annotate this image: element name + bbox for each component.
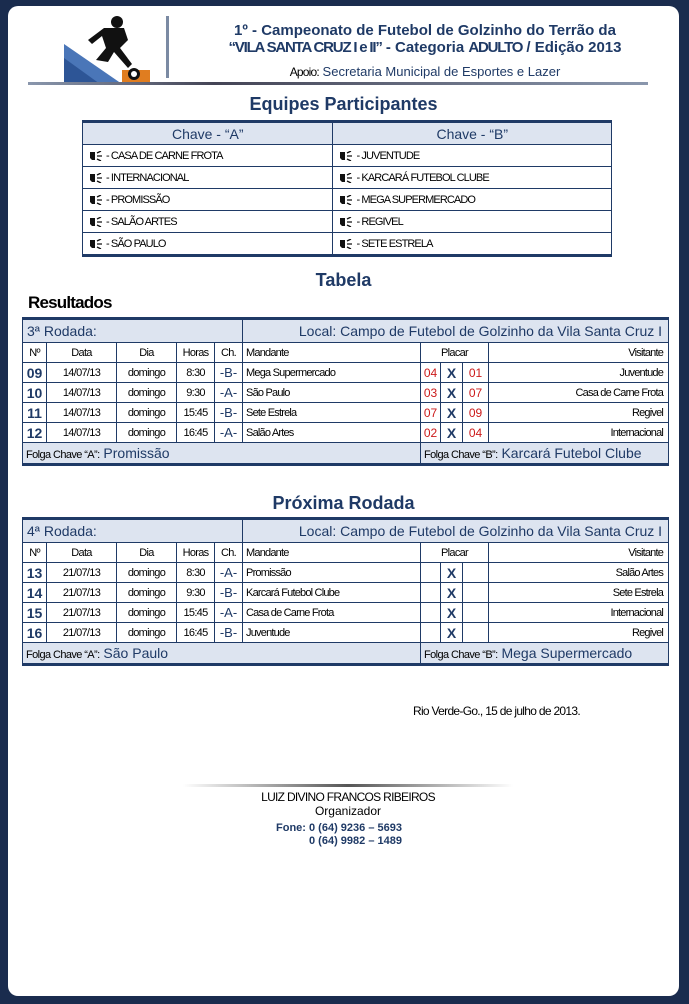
team-row	[83, 145, 612, 167]
col-visitante: Visitante	[489, 343, 669, 363]
team-b-cell	[333, 233, 612, 256]
rodada-4-table	[22, 517, 669, 666]
away-team: Internacional	[489, 603, 669, 623]
col-data: Data	[47, 343, 117, 363]
signer-role: Organizador	[314, 804, 382, 818]
home-team: Sete Estrela	[243, 403, 421, 423]
game-time: 15:45	[177, 403, 215, 423]
folga-row	[23, 643, 669, 665]
game-row	[23, 423, 669, 443]
proxima-heading: Próxima Rodada	[272, 493, 415, 513]
team-a-cell	[83, 189, 333, 211]
rodada-label: 4ª Rodada:	[23, 519, 243, 543]
away-team: Salão Artes	[489, 563, 669, 583]
soccer-player-logo	[62, 14, 152, 86]
away-score	[463, 563, 489, 583]
game-number: 15	[23, 603, 47, 623]
game-number: 11	[23, 403, 47, 423]
col-horas: Horas	[177, 343, 215, 363]
speaker-icon	[89, 195, 103, 205]
col-mandante: Mandante	[243, 343, 421, 363]
team-b-name: - KARCARÁ FUTEBOL CLUBE	[356, 171, 489, 184]
game-chave: -A-	[215, 563, 243, 583]
game-day: domingo	[117, 563, 177, 583]
chave-a-header: Chave - “A”	[83, 122, 333, 145]
team-a-cell	[83, 145, 333, 167]
speaker-icon	[89, 217, 103, 227]
folga-b: Folga Chave “B”: Mega Supermercado	[421, 643, 669, 665]
game-date: 21/07/13	[47, 623, 117, 643]
col-n: Nº	[23, 543, 47, 563]
game-day: domingo	[117, 583, 177, 603]
speaker-icon	[339, 239, 353, 249]
folga-a: Folga Chave “A”: Promissão	[23, 443, 421, 465]
game-row	[23, 383, 669, 403]
team-a-name: - PROMISSÃO	[106, 193, 170, 206]
team-row	[83, 211, 612, 233]
game-number: 14	[23, 583, 47, 603]
speaker-icon	[339, 151, 353, 161]
away-team: Internacional	[489, 423, 669, 443]
team-b-name: - REGIVEL	[356, 215, 403, 228]
away-score: 01	[463, 363, 489, 383]
game-date: 14/07/13	[47, 423, 117, 443]
home-score	[421, 623, 441, 643]
folga-b: Folga Chave “B”: Karcará Futebol Clube	[421, 443, 669, 465]
game-row	[23, 403, 669, 423]
game-row	[23, 363, 669, 383]
team-b-cell	[333, 167, 612, 189]
apoio-line: Apoio: Secretaria Municipal de Esportes e Lazer	[289, 64, 561, 79]
col-placar: Placar	[421, 543, 489, 563]
home-team: Salão Artes	[243, 423, 421, 443]
column-header-row	[23, 543, 669, 563]
col-dia: Dia	[117, 543, 177, 563]
game-time: 9:30	[177, 583, 215, 603]
phone-1: Fone: 0 (64) 9236 – 5693	[276, 822, 402, 834]
home-team: Casa de Carne Frota	[243, 603, 421, 623]
home-score: 07	[421, 403, 441, 423]
game-number: 13	[23, 563, 47, 583]
away-score	[463, 623, 489, 643]
col-n: Nº	[23, 343, 47, 363]
team-a-cell	[83, 211, 333, 233]
game-chave: -A-	[215, 603, 243, 623]
game-time: 16:45	[177, 423, 215, 443]
team-a-name: - SALÃO ARTES	[106, 215, 177, 228]
signature-block	[183, 790, 513, 818]
game-date: 14/07/13	[47, 363, 117, 383]
game-time: 15:45	[177, 603, 215, 623]
teams-table	[82, 120, 612, 257]
away-score: 09	[463, 403, 489, 423]
team-b-name: - SETE ESTRELA	[356, 237, 433, 250]
team-row	[83, 189, 612, 211]
teams-heading: Equipes Participantes	[249, 94, 438, 114]
folga-row	[23, 443, 669, 465]
away-score	[463, 583, 489, 603]
rodada-label: 3ª Rodada:	[23, 319, 243, 343]
speaker-icon	[339, 173, 353, 183]
game-chave: -A-	[215, 423, 243, 443]
phone-2: 0 (64) 9982 – 1489	[309, 835, 402, 847]
col-data: Data	[47, 543, 117, 563]
tabela-heading: Tabela	[315, 270, 372, 290]
game-date: 21/07/13	[47, 583, 117, 603]
signer-name: LUIZ DIVINO FRANCOS RIBEIROS	[261, 790, 435, 804]
col-ch: Ch.	[215, 543, 243, 563]
game-number: 10	[23, 383, 47, 403]
col-visitante: Visitante	[489, 543, 669, 563]
home-score: 02	[421, 423, 441, 443]
team-a-cell	[83, 233, 333, 256]
away-team: Regivel	[489, 403, 669, 423]
header-divider	[166, 16, 169, 78]
home-team: Mega Supermercado	[243, 363, 421, 383]
speaker-icon	[339, 195, 353, 205]
team-a-name: - CASA DE CARNE FROTA	[106, 149, 223, 162]
versus-x: X	[441, 403, 463, 423]
team-row	[83, 167, 612, 189]
game-number: 09	[23, 363, 47, 383]
title-line-2: “VILA SANTA CRUZ I e II” - Categoria ADULTO / Edição 2013	[228, 39, 622, 56]
game-number: 16	[23, 623, 47, 643]
team-b-name: - MEGA SUPERMERCADO	[356, 193, 476, 206]
rodada-local: Local: Campo de Futebol de Golzinho da Vila Santa Cruz I	[243, 519, 669, 543]
versus-x: X	[441, 383, 463, 403]
game-day: domingo	[117, 403, 177, 423]
versus-x: X	[441, 363, 463, 383]
versus-x: X	[441, 583, 463, 603]
game-day: domingo	[117, 363, 177, 383]
team-b-cell	[333, 211, 612, 233]
game-day: domingo	[117, 423, 177, 443]
folga-a: Folga Chave “A”: São Paulo	[23, 643, 421, 665]
team-b-cell	[333, 189, 612, 211]
versus-x: X	[441, 423, 463, 443]
rodada-header	[23, 319, 669, 343]
col-placar: Placar	[421, 343, 489, 363]
game-date: 21/07/13	[47, 603, 117, 623]
home-score	[421, 563, 441, 583]
game-date: 14/07/13	[47, 383, 117, 403]
rodada-local: Local: Campo de Futebol de Golzinho da Vila Santa Cruz I	[243, 319, 669, 343]
home-score	[421, 603, 441, 623]
speaker-icon	[89, 239, 103, 249]
rodada-3-table	[22, 317, 669, 466]
team-b-cell	[333, 145, 612, 167]
away-score	[463, 603, 489, 623]
home-score	[421, 583, 441, 603]
place-date: Rio Verde-Go., 15 de julho de 2013.	[413, 704, 580, 718]
game-row	[23, 583, 669, 603]
away-team: Casa de Carne Frota	[489, 383, 669, 403]
game-chave: -B-	[215, 363, 243, 383]
game-time: 8:30	[177, 363, 215, 383]
game-row	[23, 623, 669, 643]
game-row	[23, 603, 669, 623]
game-chave: -B-	[215, 403, 243, 423]
col-mandante: Mandante	[243, 543, 421, 563]
home-score: 03	[421, 383, 441, 403]
team-b-name: - JUVENTUDE	[356, 149, 420, 162]
resultados-heading: Resultados	[28, 293, 112, 312]
game-date: 14/07/13	[47, 403, 117, 423]
page	[8, 6, 679, 996]
col-dia: Dia	[117, 343, 177, 363]
home-score: 04	[421, 363, 441, 383]
game-chave: -A-	[215, 383, 243, 403]
home-team: Karcará Futebol Clube	[243, 583, 421, 603]
col-ch: Ch.	[215, 343, 243, 363]
game-day: domingo	[117, 623, 177, 643]
team-a-cell	[83, 167, 333, 189]
home-team: Juventude	[243, 623, 421, 643]
game-date: 21/07/13	[47, 563, 117, 583]
away-team: Juventude	[489, 363, 669, 383]
away-team: Sete Estrela	[489, 583, 669, 603]
game-number: 12	[23, 423, 47, 443]
versus-x: X	[441, 563, 463, 583]
header-rule	[28, 82, 648, 85]
game-chave: -B-	[215, 623, 243, 643]
rodada-header	[23, 519, 669, 543]
team-a-name: - SÃO PAULO	[106, 237, 166, 250]
game-day: domingo	[117, 603, 177, 623]
title-line-1: 1º - Campeonato de Futebol de Golzinho do Terrão da	[234, 22, 616, 39]
game-row	[23, 563, 669, 583]
col-horas: Horas	[177, 543, 215, 563]
speaker-icon	[89, 173, 103, 183]
versus-x: X	[441, 623, 463, 643]
game-time: 16:45	[177, 623, 215, 643]
away-score: 04	[463, 423, 489, 443]
column-header-row	[23, 343, 669, 363]
speaker-icon	[339, 217, 353, 227]
team-a-name: - INTERNACIONAL	[106, 171, 189, 184]
game-time: 9:30	[177, 383, 215, 403]
home-team: Promissão	[243, 563, 421, 583]
signature-line	[183, 784, 513, 787]
game-day: domingo	[117, 383, 177, 403]
chave-b-header: Chave - “B”	[333, 122, 612, 145]
away-score: 07	[463, 383, 489, 403]
speaker-icon	[89, 151, 103, 161]
game-chave: -B-	[215, 583, 243, 603]
game-time: 8:30	[177, 563, 215, 583]
home-team: São Paulo	[243, 383, 421, 403]
versus-x: X	[441, 603, 463, 623]
away-team: Regivel	[489, 623, 669, 643]
team-row	[83, 233, 612, 256]
